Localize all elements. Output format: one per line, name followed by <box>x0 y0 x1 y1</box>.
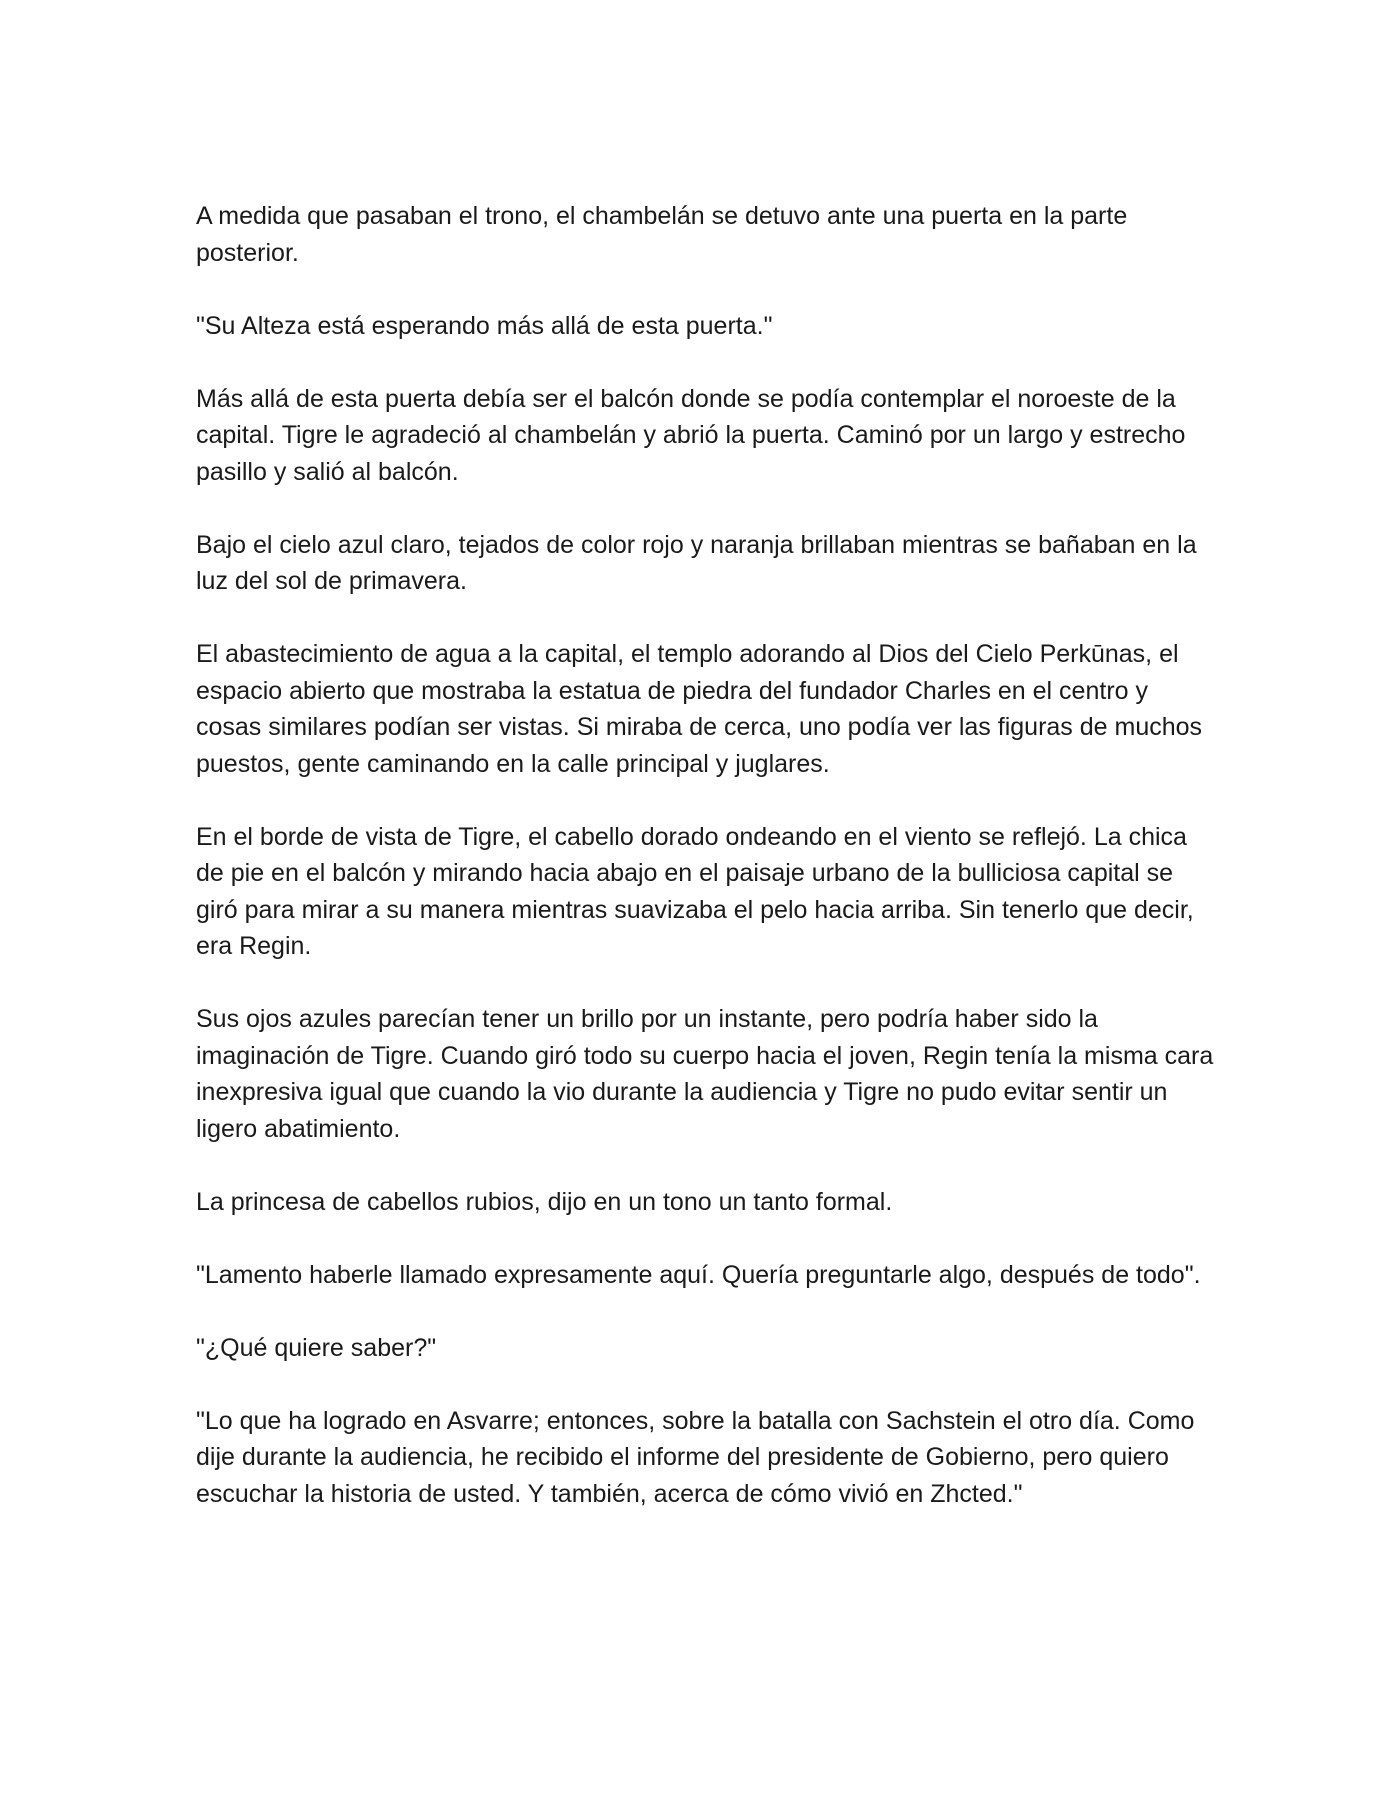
paragraph-5: El abastecimiento de agua a la capital, el templo adorando al Dios del Cielo Perkūnas, el espacio abierto que mostraba la estatua de piedra del fundador Charles en el centro y cosas similares podían ser vistas. Si miraba de cerca, uno podía ver las figuras de muchos puestos, gente caminando en la calle principal y juglares. <box>196 640 1203 778</box>
document-body <box>196 198 1216 1512</box>
paragraph-9: "Lamento haberle llamado expresamente aquí. Quería preguntarle algo, después de todo". <box>196 1260 1201 1289</box>
paragraph-2: "Su Alteza está esperando más allá de esta puerta." <box>196 311 773 340</box>
paragraph-7: Sus ojos azules parecían tener un brillo por un instante, pero podría haber sido la imaginación de Tigre. Cuando giró todo su cuerpo hacia el joven, Regin tenía la misma cara inexpresiva igual que cuando la vio durante la audiencia y Tigre no pudo evitar sentir un ligero abatimiento. <box>196 1005 1214 1143</box>
paragraph-4: Bajo el cielo azul claro, tejados de color rojo y naranja brillaban mientras se bañaban en la luz del sol de primavera. <box>196 530 1197 595</box>
paragraph-10: "¿Qué quiere saber?" <box>196 1333 437 1362</box>
paragraph-6: En el borde de vista de Tigre, el cabello dorado ondeando en el viento se reflejó. La chica de pie en el balcón y mirando hacia abajo en el paisaje urbano de la bulliciosa capital se giró para mirar a su manera mientras suavizaba el pelo hacia arriba. Sin tenerlo que decir, era Regin. <box>196 822 1194 960</box>
paragraph-3: Más allá de esta puerta debía ser el balcón donde se podía contemplar el noroeste de la capital. Tigre le agradeció al chambelán y abrió la puerta. Caminó por un largo y estrecho pasillo y salió al balcón. <box>196 384 1186 486</box>
paragraph-8: La princesa de cabellos rubios, dijo en un tono un tanto formal. <box>196 1187 893 1216</box>
paragraph-11: "Lo que ha logrado en Asvarre; entonces, sobre la batalla con Sachstein el otro día. Como dije durante la audiencia, he recibido el informe del presidente de Gobierno, pero quiero escuchar la historia de usted. Y también, acerca de cómo vivió en Zhcted." <box>196 1406 1195 1508</box>
paragraph-1: A medida que pasaban el trono, el chambelán se detuvo ante una puerta en la parte posterior. <box>196 202 1128 267</box>
